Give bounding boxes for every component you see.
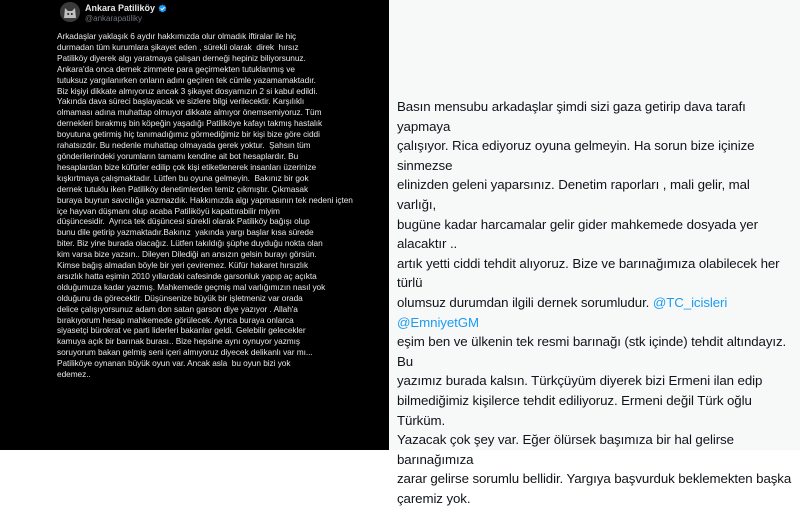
post-text-segment — [727, 295, 731, 310]
left-tweet-panel — [0, 0, 389, 450]
tweet-body: Arkadaşlar yaklaşık 6 aydır hakkımızda olur olmadık iftiralar ile hiç durmadan tüm kurumlara şikayet eden , sürekli olarak direk hırsız Patiliköy diyerek algı yaratmaya çalışan derneği hepiniz biliyorsunuz. Ankara'da onca dernek zimmete para geçirmekten tutuklanmış ve tutuksuz yargılanırken onların adını geçiren tek cümle yazamamaktadır. Biz kişiyi dikkate almıyoruz ancak 3 şikayet dosyamızın 2 si kabul edildi. Yakında dava süreci başlayacak ve sizlere bilgi verilecektir. Karşılıklı olmaması adına muhattap olmuyor dikkate almıyor önemsemiyoruz. Tüm dernekleri bırakmış bin köpeğin yaşadığı Patiliköye kafayı takmış hastalık boyutuna getirmiş hiç tanımadığımız görmediğimiz bir kişi bize göre ciddi rahatsızdır. Bu nedenle muhattap olmayada gerek yoktur. Şahsın tüm gönderilerindeki yorumların tamamı kendine ait bot hesaplardır. Bu hesaplardan bize küfürler edilip çok kişi etiketlenerek insanları üzerinize kışkırtmaya çalışmaktadır. Lütfen bu oyuna gelmeyin. Bakınız bir gok dernek tutuklu iken Patiliköy denetimlerden temiz çıkmıştır. Çıkmasak buraya buyrun savcılığa yazmazdık. Hakkımızda algı yapmasının tek nedeni içten içe hayvan düşmanı olup acaba Patiliköyü kapattırabilir miyim düşüncesidir. Ayrıca tek düşüncesi sürekli olarak Patiliköy bağışı olup bunu dile getirip yazmaktadır.Bakınız yakında yargı başlar kısa sürede biter. Biz yine burada olacağız. Lütfen takıldığı şüphe duyduğu nokta olan kim varsa bize yazsın.. Dileyen Dilediği an ansızın gelsin burayı görsün. Kimse bağış almadan böyle bir yeri çeviremez. Küfür hakaret hırsızlık arsızlık hatta eşimin 2010 yıllardaki cafesinde garsonluk yapıp aç açıkta olduğumuza kadar yazmış. Mahkemede geçmiş mal varlığımızın nasıl yok olduğunu da görecektir. Düşünsenize büyük bir işletmeniz var orada delice çalışıyorsunuz adam don satan garson diye yazıyor . Allah'a bırakıyorum hesap mahkemede görülecek. Ayrıca buraya onlarca siyasetçi bürokrat ve parti liderleri bakanlar geldi. Gelebilir gelecekler kamuya açık bir barınak burası.. Bize hepsine aynı oynuyor yazmış soruyorum bakan gelmiş seni içeri almıyoruz diyecek delikanlı var mı... Patiliköye oynanan büyük oyun var. Ancak asla bu oyun bizi yok edemez.. — [57, 31, 353, 380]
mention-link[interactable]: @TC_icisleri — [652, 294, 728, 310]
verified-badge-icon — [158, 4, 167, 13]
post-text-segment: eşim ben ve ülkenin tek resmi barınağı (stk içinde) tehdit altındayız. Bu yazımız burada kalsın. Türkçüyüm diyerek bizi Ermeni ilan edip bilmediğimiz kişilerce tehdit ediliyoruz. Ermeni değil Türk oğlu Türküm. Yazacak çok şey var. Eğer ölürsek başımıza bir hal gelirse barınağımıza zarar gelirse sorumlu bellidir. Yargıya başvurduk beklemekten başka çaremiz yok. — [397, 334, 792, 506]
post-text-segment: Basın mensubu arkadaşlar şimdi sizi gaza getirip dava tarafı yapmaya çalışıyor. Rica ediyoruz oyuna gelmeyin. Ha sorun bize içinize sinmezse elinizden geleni yaparsınız. Denetim raporları , mali gelir, mal varlığı, bugüne kadar harcamalar gelir gider mahkemede dosyada yer alacaktır .. artık yetti ciddi tehdit alıyoruz. Bize ve barınağımıza olabilecek her türlü olumsuz durumdan ilgili dernek sorumludur. — [397, 99, 780, 310]
author-handle[interactable]: @ankarapatiliky — [85, 14, 143, 23]
post-body — [397, 97, 792, 508]
mention-link[interactable]: @EmniyetGM — [397, 314, 479, 330]
cat-avatar-icon[interactable] — [60, 2, 80, 22]
tweet-header — [85, 3, 167, 24]
author-name[interactable]: Ankara Patiliköy — [85, 3, 156, 13]
